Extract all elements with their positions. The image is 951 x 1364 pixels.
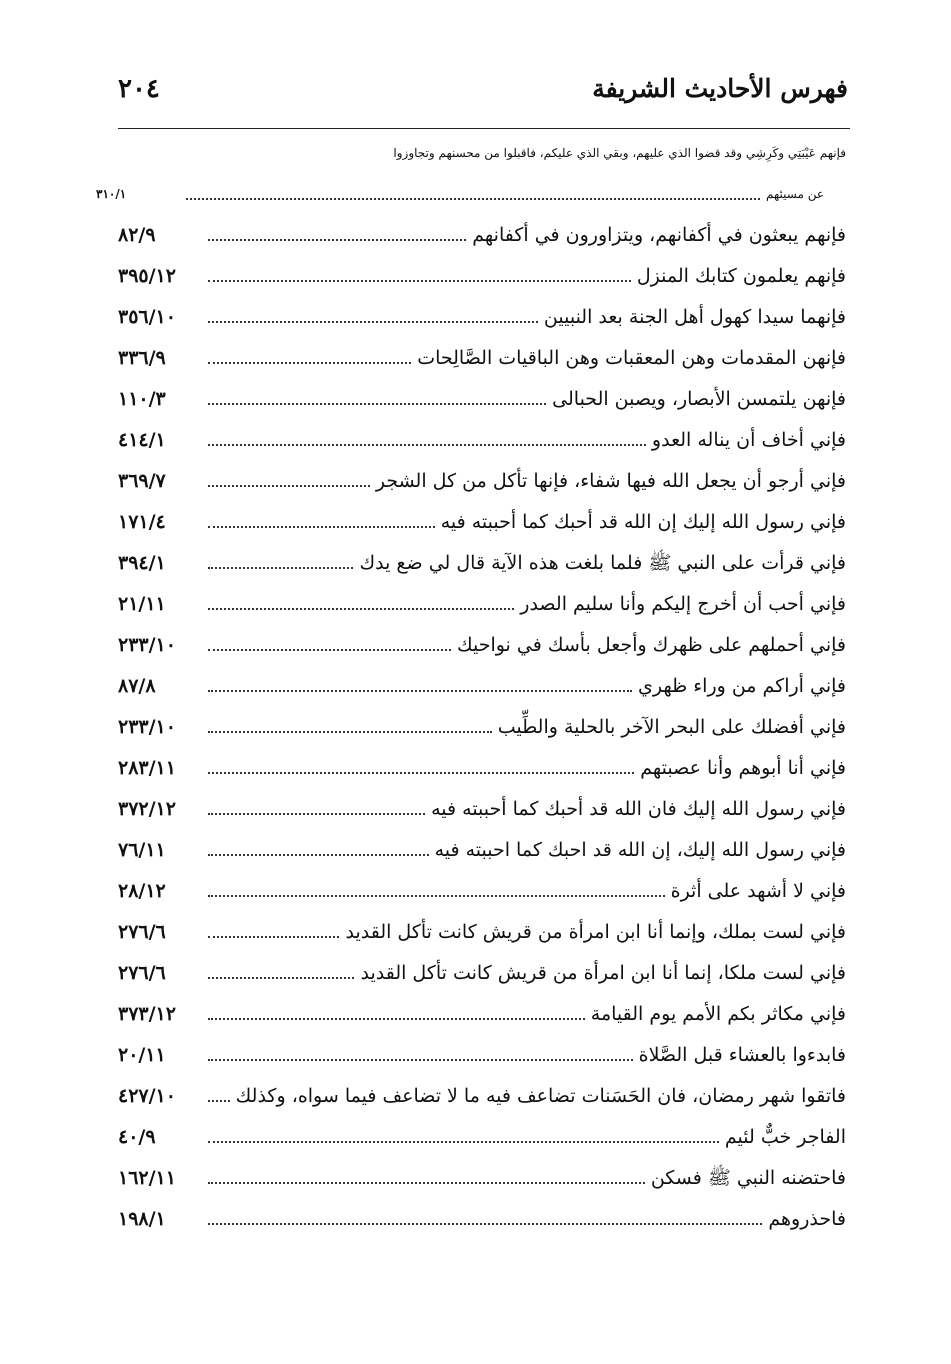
entry-continuation: عن مسيئهم bbox=[765, 187, 824, 201]
entry-text: فإني أراكم من وراء ظهري bbox=[637, 675, 846, 697]
index-entry bbox=[118, 224, 846, 247]
entry-reference: ٨٧/٨ bbox=[118, 675, 156, 697]
dot-leader bbox=[208, 403, 546, 405]
entry-text: فإني أنا أبوهم وأنا عصبتهم bbox=[640, 757, 846, 779]
entry-text: فاحذروهم bbox=[768, 1208, 846, 1230]
entry-reference: ٢٨٣/١١ bbox=[118, 757, 176, 779]
dot-leader bbox=[208, 936, 339, 938]
index-entry bbox=[118, 1003, 846, 1026]
index-entry bbox=[118, 716, 846, 739]
index-entry bbox=[118, 962, 846, 985]
index-entry bbox=[118, 634, 846, 657]
page-header bbox=[118, 68, 848, 112]
index-entry bbox=[118, 593, 846, 616]
dot-leader bbox=[208, 280, 631, 282]
index-entry bbox=[118, 429, 846, 452]
entry-reference: ١٧١/٤ bbox=[118, 511, 166, 533]
entry-reference: ٣٧٢/١٢ bbox=[118, 798, 176, 820]
index-entry bbox=[118, 511, 846, 534]
index-entry bbox=[118, 265, 846, 288]
index-entry bbox=[118, 880, 846, 903]
index-entry bbox=[118, 470, 846, 493]
entry-reference: ١٦٢/١١ bbox=[118, 1167, 176, 1189]
dot-leader bbox=[208, 608, 514, 610]
entry-reference: ٣١٠/١ bbox=[96, 187, 127, 201]
entry-reference: ٧٦/١١ bbox=[118, 839, 166, 861]
index-entry bbox=[118, 388, 846, 411]
dot-leader bbox=[208, 649, 451, 651]
index-entry bbox=[118, 1085, 846, 1108]
index-entry bbox=[118, 839, 846, 862]
index-entry bbox=[118, 675, 846, 698]
entry-reference: ٤١٤/١ bbox=[118, 429, 166, 451]
entry-reference: ٢٧٦/٦ bbox=[118, 962, 166, 984]
entry-text: فإني رسول الله إليك، إن الله قد احبك كما احببته فيه bbox=[434, 839, 846, 861]
index-entry bbox=[118, 757, 846, 780]
entry-text: فإني أرجو أن يجعل الله فيها شفاء، فإنها تأكل من كل الشجر bbox=[375, 470, 846, 492]
index-entry bbox=[118, 306, 846, 329]
entry-reference: ٣٣٦/٩ bbox=[118, 347, 166, 369]
entry-text: فإني رسول الله إليك إن الله قد أحبك كما أحببته فيه bbox=[440, 511, 846, 533]
dot-leader bbox=[208, 1100, 230, 1102]
entry-text: فإني أخاف أن يناله العدو bbox=[651, 429, 846, 451]
entry-text: فإني أحملهم على ظهرك وأجعل بأسك في نواحيك bbox=[456, 634, 846, 656]
entry-text: فإنهم يعلمون كتابك المنزل bbox=[636, 265, 846, 287]
entry-reference: ٢٣٣/١٠ bbox=[118, 716, 176, 738]
entry-text: فاحتضنه النبي ﷺ فسكن bbox=[650, 1167, 846, 1189]
entry-text: فإني أفضلك على البحر الآخر بالحلية والطِّيب bbox=[497, 716, 846, 738]
index-entry bbox=[118, 1208, 846, 1231]
dot-leader bbox=[208, 813, 425, 815]
dot-leader bbox=[208, 854, 429, 856]
dot-leader bbox=[208, 321, 538, 323]
entry-text: فاتقوا شهر رمضان، فان الحَسَنات تضاعف فيه ما لا تضاعف فيما سواه، وكذلك bbox=[235, 1085, 846, 1107]
dot-leader bbox=[208, 239, 466, 241]
entry-text: فإني لا أشهد على أثرة bbox=[670, 880, 846, 902]
entry-reference: ٣٩٥/١٢ bbox=[118, 265, 176, 287]
index-entry bbox=[118, 1044, 846, 1067]
entry-reference: ٢٣٣/١٠ bbox=[118, 634, 176, 656]
dot-leader bbox=[208, 895, 665, 897]
entry-reference: ٣٩٤/١ bbox=[118, 552, 166, 574]
entry-reference: ٨٢/٩ bbox=[118, 224, 156, 246]
entry-text: فإنهن يلتمسن الأبصار، ويصبن الحبالى bbox=[552, 388, 846, 410]
dot-leader bbox=[208, 1141, 719, 1143]
entry-text: فإني أحب أن أخرج إليكم وأنا سليم الصدر bbox=[520, 593, 846, 615]
dot-leader bbox=[208, 977, 354, 979]
dot-leader bbox=[208, 1223, 762, 1225]
index-entry bbox=[96, 142, 846, 206]
entry-text: فإني رسول الله إليك فان الله قد أحبك كما أحببته فيه bbox=[431, 798, 846, 820]
index-title: فهرس الأحاديث الشريفة bbox=[592, 74, 848, 103]
entry-reference: ٢٨/١٢ bbox=[118, 880, 166, 902]
entry-text: فإني لست ملكا، إنما أنا ابن امرأة من قريش كانت تأكل القديد bbox=[360, 962, 846, 984]
dot-leader bbox=[186, 198, 760, 200]
entry-reference: ٤٠/٩ bbox=[118, 1126, 156, 1148]
index-entry bbox=[118, 921, 846, 944]
dot-leader bbox=[208, 567, 353, 569]
hadith-index-list bbox=[96, 142, 846, 1249]
index-entry bbox=[118, 1167, 846, 1190]
dot-leader bbox=[208, 444, 646, 446]
dot-leader bbox=[208, 731, 492, 733]
entry-text: الفاجر خبٌّ لئيم bbox=[724, 1126, 846, 1148]
entry-reference: ٣٥٦/١٠ bbox=[118, 306, 176, 328]
dot-leader bbox=[208, 690, 632, 692]
dot-leader bbox=[208, 1018, 585, 1020]
header-rule bbox=[118, 128, 850, 129]
dot-leader bbox=[208, 1182, 645, 1184]
entry-reference: ١٩٨/١ bbox=[118, 1208, 166, 1230]
entry-reference: ١١٠/٣ bbox=[118, 388, 166, 410]
index-entry bbox=[118, 552, 846, 575]
entry-reference: ٢٠/١١ bbox=[118, 1044, 166, 1066]
dot-leader bbox=[208, 362, 411, 364]
dot-leader bbox=[208, 1059, 633, 1061]
entry-reference: ٢٧٦/٦ bbox=[118, 921, 166, 943]
entry-text: فإنهم يبعثون في أكفانهم، ويتزاورون في أكفانهم bbox=[472, 224, 846, 246]
entry-text: فإني قرأت على النبي ﷺ فلما بلغت هذه الآية قال لي ضع يدك bbox=[359, 552, 846, 574]
index-entry bbox=[118, 1126, 846, 1149]
dot-leader bbox=[208, 526, 435, 528]
entry-text: فابدءوا بالعشاء قبل الصَّلاة bbox=[638, 1044, 846, 1066]
index-entry bbox=[118, 798, 846, 821]
dot-leader bbox=[208, 485, 370, 487]
entry-reference: ٣٦٩/٧ bbox=[118, 470, 166, 492]
entry-text: فإنهن المقدمات وهن المعقبات وهن الباقيات الصَّالِحات bbox=[417, 347, 846, 369]
entry-text: فإنهما سيدا كهول أهل الجنة بعد النبيين bbox=[543, 306, 846, 328]
page-number: ٢٠٤ bbox=[118, 74, 160, 104]
dot-leader bbox=[208, 772, 634, 774]
entry-text: فإني لست بملك، وإنما أنا ابن امرأة من قريش كانت تأكل القديد bbox=[345, 921, 846, 943]
entry-text: فإنهم عَيْبَتِي وكَرِشِي وقد قضوا الذي عليهم، وبقي الذي عليكم، فاقبلوا من محسنهم وتجاوزوا bbox=[393, 146, 846, 160]
index-entry bbox=[118, 347, 846, 370]
entry-reference: ٢١/١١ bbox=[118, 593, 166, 615]
entry-reference: ٤٢٧/١٠ bbox=[118, 1085, 176, 1107]
entry-text: فإني مكاثر بكم الأمم يوم القيامة bbox=[590, 1003, 846, 1025]
entry-reference: ٣٧٣/١٢ bbox=[118, 1003, 176, 1025]
